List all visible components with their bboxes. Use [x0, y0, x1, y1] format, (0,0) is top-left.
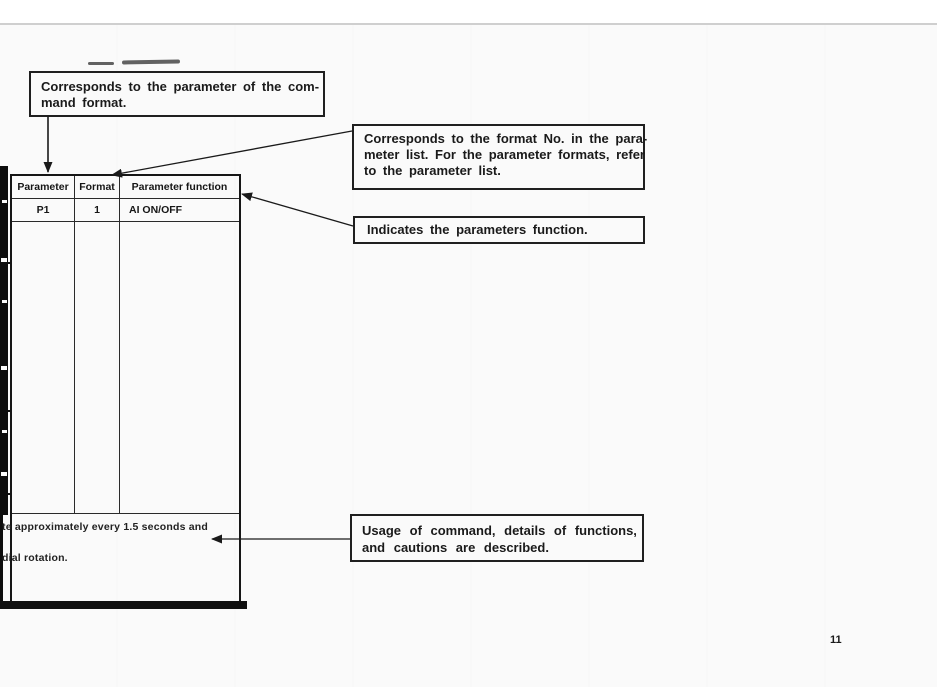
- scan-edge-strip: [0, 166, 8, 515]
- callout-line: Corresponds to the parameter of the com-: [41, 79, 320, 94]
- note-line: dial rotation.: [2, 552, 68, 564]
- callout-line: to the parameter list.: [364, 163, 501, 178]
- note-line: te approximately every 1.5 seconds and: [2, 521, 209, 533]
- callout-usage: [350, 514, 644, 562]
- callout-line: and cautions are described.: [362, 540, 549, 555]
- scan-notch: [2, 300, 7, 303]
- callout-line: mand format.: [41, 95, 127, 110]
- callout-line: Corresponds to the format No. in the para-: [364, 131, 648, 146]
- header-cell-parameter: Parameter: [12, 176, 75, 198]
- cell-parameter: P1: [12, 199, 75, 221]
- table-row: [12, 199, 239, 222]
- scan-notch: [2, 200, 7, 203]
- callout-line: meter list. For the parameter formats, refer: [364, 147, 645, 162]
- callout-line: Indicates the parameters function.: [367, 222, 588, 237]
- header-cell-parameter-function: Parameter function: [131, 181, 228, 193]
- cell-parameter-function: AI ON/OFF: [129, 204, 183, 216]
- scan-notch: [1, 472, 7, 476]
- empty-cell: [120, 222, 239, 513]
- callout-parameter-function: [353, 216, 645, 244]
- scan-notch: [1, 258, 7, 262]
- parameter-table: [10, 174, 241, 601]
- scan-notch: [2, 430, 7, 433]
- empty-cell: [75, 222, 120, 513]
- scan-artifact: [88, 62, 114, 65]
- scan-notch: [1, 366, 7, 370]
- cell-format: 1: [75, 199, 120, 221]
- table-header-row: [12, 176, 239, 199]
- table-empty-body: [12, 222, 239, 514]
- callout-format-no: [352, 124, 648, 190]
- empty-cell: [12, 222, 75, 513]
- page-number: 11: [830, 634, 842, 646]
- callout-command-parameter: [29, 71, 325, 117]
- header-cell-format: Format: [75, 176, 120, 198]
- callout-line: Usage of command, details of functions,: [362, 523, 637, 538]
- table-bottom-edge: [0, 601, 247, 609]
